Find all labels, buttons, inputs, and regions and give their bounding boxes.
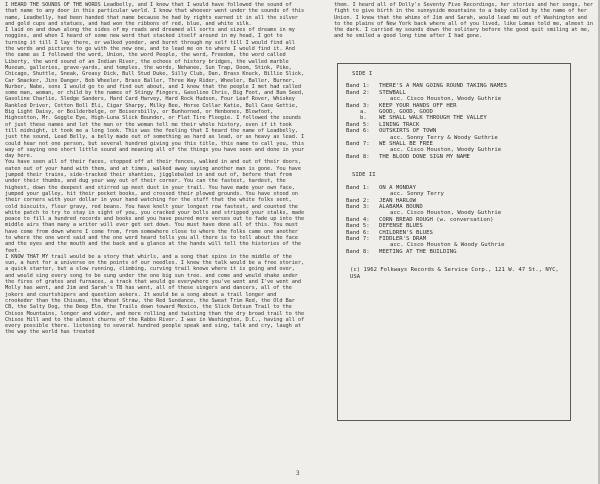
part-title: GOOD, GOOD, GOOD <box>379 109 433 116</box>
side-one-track-5 <box>346 128 564 134</box>
part-tag: a. <box>360 109 367 116</box>
band-number: Band 7: <box>346 141 370 148</box>
accompaniment-credit: acc. Cisco Houston, Woody Guthrie <box>390 147 502 154</box>
side-two-track-1 <box>346 185 564 191</box>
track-title: ON A MONDAY <box>379 184 417 191</box>
accompaniment-credit: acc. Cisco Houston & Woody Guthrie <box>390 242 505 249</box>
page-number: 3 <box>296 470 300 477</box>
part-title: WE SHALL WALK THROUGH THE VALLEY <box>379 115 487 122</box>
accompaniment-credit: acc. Cisco Houston, Woody Guthrie <box>390 210 502 217</box>
band-number: Band 4: <box>346 216 370 223</box>
band-number: Band 7: <box>346 235 370 242</box>
accompaniment-credit: acc. Sonny Terry & Woody Guthrie <box>390 134 498 141</box>
track-title: THERE'S A MAN GOING ROUND TAKING NAMES <box>379 83 507 90</box>
band-number: Band 5: <box>346 121 370 128</box>
essay-paragraph-3: You have seen all of their faces, stopped off at their fences, walked in and out of their doors, eaten out of your hand with them, and at times, walked away saying another man is gone. You have jumped their trains, side-tracked their shanties, jigglebaled in and out of, before that from under their thumbs, and dug your way out of their corner. You can the fastest, hardest, the highest, down the deepest and stirred up most dust in your trail. You have made your own face, jumped your galley, hit their pocket books, and crossed their plowed grounds. You have stood on their corners with your dollar in your hand watching for the stuff that the white folks sent, cold biscuits, flour gravy, red beans. You have knelt your longest row fastest, and counted the white patch to try to stay in sight of you, you cracked your bolls and stripped your stalks, made peace to fill a hundred records and books and you have poured more verses out to fade up into the middle airs than many a writer will ever get set down. You must have done all of this. You must have come from down where I come from, from somewhere close to where the folks came one another to where the one word said and the one word heard tells you all there is to tell about the face and the eyes and the mouth and the back and a glance at the hands will tell the histories of the feet. <box>5 159 305 254</box>
side-one-track-7 <box>346 154 564 160</box>
track-title: CHILDREN'S BLUES <box>379 229 433 236</box>
band-number: Band 1: <box>346 83 370 90</box>
track-title: MEETING AT THE BUILDING <box>379 248 457 255</box>
copyright-notice: (c) 1962 Folkways Records & Service Corp., 121 W. 47 St., NYC, USA <box>350 267 559 280</box>
band-number: Band 8: <box>346 153 370 160</box>
side-one-label: SIDE I <box>352 71 373 77</box>
band-number: Band 3: <box>346 203 370 210</box>
track-title: OUTSKIRTS OF TOWN <box>379 128 437 135</box>
track-title: THE BLOOD DONE SIGN MY NAME <box>379 153 470 160</box>
track-title: STEWBALL <box>379 89 406 96</box>
track-title: FIDDLER'S DRAM <box>379 235 427 242</box>
band-number: Band 1: <box>346 184 370 191</box>
track-title: KEEP YOUR HANDS OFF HER <box>379 102 457 109</box>
essay-paragraph-1: I HEARD THE SOUNDS OF THE WORDS Leadbelly, and I knew that I would have followed the sound of that name to any door in this particular world. I knew that whoever went under the sounds of this name, Leadbelly, had been handed that name because he had by rights earned it in all the silver and gold cups and statues, and had won the ribbons of red, blue, and white silk. <box>5 2 305 27</box>
track-title: DEFENSE BLUES <box>379 223 423 230</box>
essay-continuation-text: them. I heard all of Dolly's Seventy Five Recordings, her stories and her songs, her fight to give birth in the sunnyside mountains to a baby called by the name of her Union. I knew that the whims of Jim and Sarah, would lead me out of Washington and to the plains of New York back where all of you lived, like Lomax told me, almost in the dark. I carried my sounds down the solitary before the good quit smiling at me, and he smiled a good long time after I had gone. <box>334 2 593 40</box>
track-title: ALABAMA BOUND <box>379 203 423 210</box>
essay-paragraph-2: I laid on and down along the sides of my roads and dreamed all sorts and sizes of dreams in my noggins, and when I heard of some new word that stacked itself around in my head, I got to turning it till I lay there, or walked yonder, and burnt through my self till I would find all the words and pictures to go with the new one, and to lead me on to where I would find it. And the same as I followed the word, Union, the word People, the word, Freedom, the word called Liberty, the word sound of an Indian River, the echoes of history bridges, the walled marble Museum, galleries, grave-yards, and temples, the words, Nehanee, Sun Trap, Doom, Stink, Pike, Chicago, Shuttle, Sneak, Greasy Dick, Bull Stud Duke, Silly Club, Dan, Brass Knuck, Billie Slick, Car Smacker, Jinx Danger, Bob Wheeler, Brass Baller, Three Way Rider, Wheeler, Baller, Burner, Nurber, Nabe, sons I would go to and find out about, and I knew that the people I met had called some man, woman, or child by the names of Stingy Fingers, Gasoline Chris, Big Foot, and Bum Seed, Gasoline Charlie, Sledge Sanders, Hard Card Harvey, Hard Rock Hudson, Four Leaf Rover, Whiskey Rankled Driver, Cotton Boll Eli, Cigar Sharpy, Milky Bee, Horse Collar Katie, Bull Case Gettie, Big Light Daisy, or Boilderbelge, or Boisersbilly, or Bunhorned, or Henbones, Blowfoot, Highcotton, Mr. Goggle Eye, High-Luna Slick Bounder, or Flat Tire Floogie. I followed the sounds of just these names and let the man or the woman tell me their whole history, even if it took till midnight, it took me a long look. This was the feeling that I heard the name of Leadbelly, just the sound, Lead Belly, a belly made out of something as hard as lead, or as heavy as lead. I could hear not one person, but several hundred giving you this title, this name to call you, this way of saying one short little sound and meaning all of the things you have seen and done in your day here. <box>5 27 305 160</box>
essay-paragraph-4: I KNOW THAT MY trail would be a story that whirls, and a song that spins in the middle of the sun, a hunt for a universe on the points of our needles. I knew the talk would be a free storier, a quick starter, but a slow running, climbing, curving trail knows where it is going and over, and would sing every song to be sung under the one big sun tree. and come and would shake under the fires of grates and furnaces, a track that would go everywhere you've went and I've went and Molly has went, and Jim and Sarah's TB has went, all of these singers and dancers, all of the jokers and courtshipers and question askers. It would be a song about a trail longer and crookeder than the Chisums, the Wheat Straw, the Red Sundance, the Sweat Trim Red, the Old Bar CB, the Salty Dog, the Deep Elm, the Trails down toward Mexico, the Slick Dotsun Trail to the Chisos Mountains, longer and wider, and more rolling and twisting than the dry broad trail to the Chisos Hill and to the almost churns of the Rabbs River. I was in Washington, D.C., having all of every possible there. listening to several hundred people speak and sing, talk and cry, laugh at the way the world has treated <box>5 253 305 336</box>
track-title: JEAN HARLOW <box>379 197 417 204</box>
part-tag: b. <box>360 115 367 122</box>
side-two-track-8 <box>346 249 564 255</box>
essay-column <box>5 2 305 472</box>
band-number: Band 2: <box>346 89 370 96</box>
track-title: WE SHALL BE FREE <box>379 141 433 148</box>
track-title: LINING TRACK <box>379 121 420 128</box>
band-number: Band 6: <box>346 229 370 236</box>
accompaniment-credit: acc. Sonny Terry <box>390 191 444 198</box>
track-listing-box <box>337 63 571 421</box>
accompaniment-credit: acc. Cisco Houston, Woody Guthrie <box>390 96 502 103</box>
side-two-tracks <box>346 185 564 255</box>
side-one-tracks <box>346 83 564 160</box>
track-title: CORN BREAD ROUGH (w. conversation) <box>379 216 494 223</box>
band-number: Band 3: <box>346 102 370 109</box>
band-number: Band 5: <box>346 223 370 230</box>
band-number: Band 8: <box>346 248 370 255</box>
side-two-label: SIDE II <box>352 172 376 179</box>
band-number: Band 6: <box>346 128 370 135</box>
essay-continuation <box>334 2 594 52</box>
band-number: Band 2: <box>346 197 370 204</box>
